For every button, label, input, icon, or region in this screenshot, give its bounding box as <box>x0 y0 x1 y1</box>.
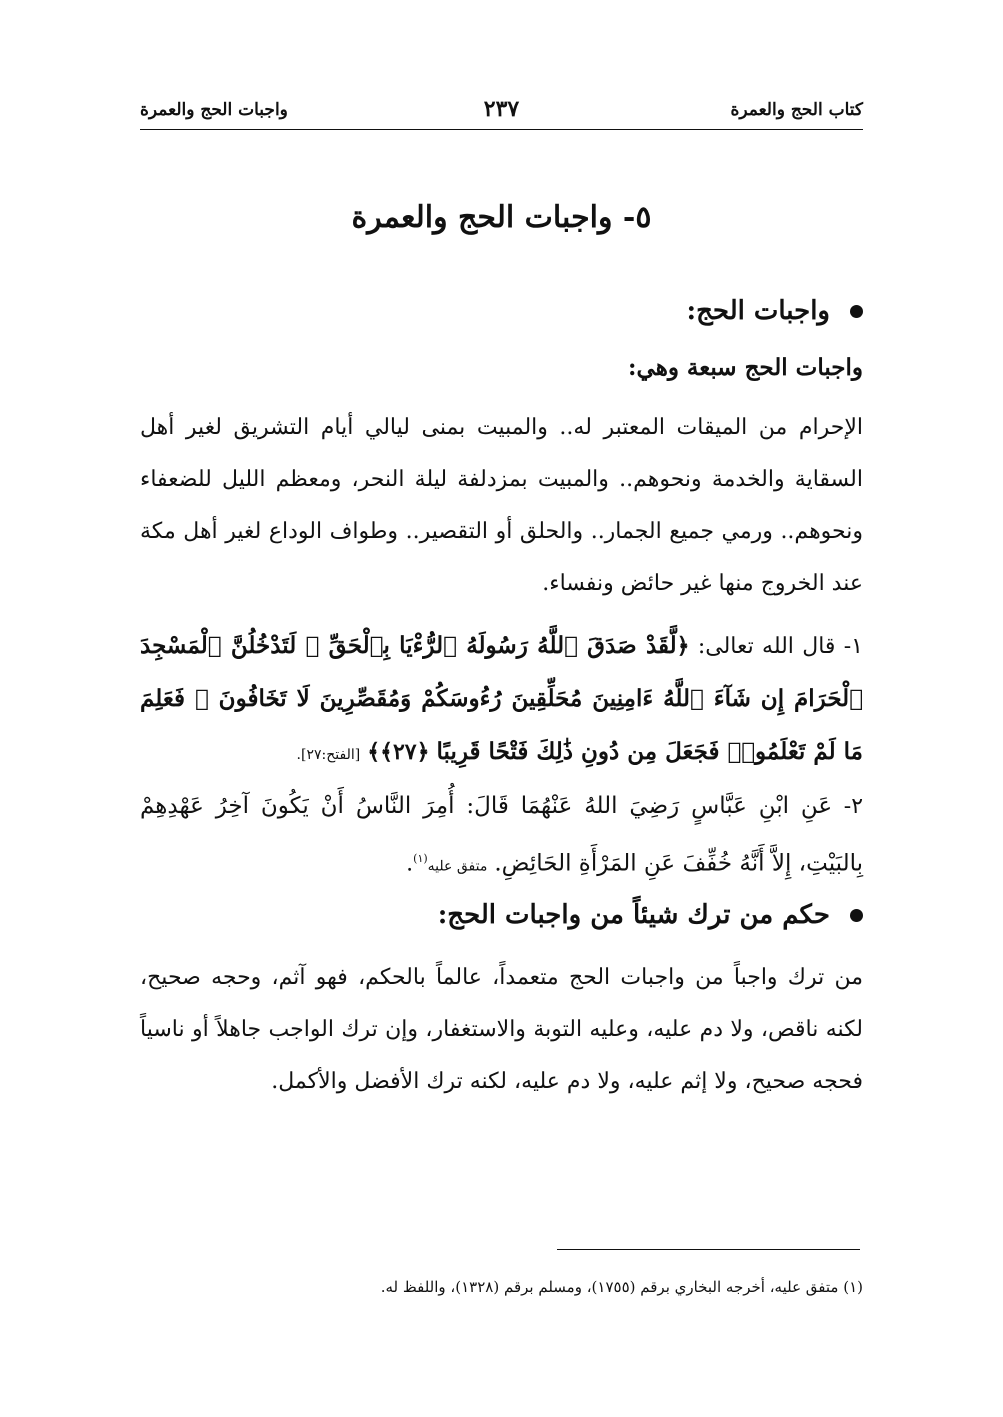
footnote: (١) متفق عليه، أخرجه البخاري برقم (١٧٥٥)، ومسلم برقم (١٣٢٨)، واللفظ له. <box>380 1278 863 1296</box>
section-heading-text: واجبات الحج: <box>686 296 830 326</box>
ruling-paragraph: من ترك واجباً من واجبات الحج متعمداً، عالماً بالحكم، فهو آثم، وحجه صحيح، لكنه ناقص، ولا دم عليه، وعليه التوبة والاستغفار، وإن ترك الواجب جاهلاً أو ناسياً فحجه صحيح، ولا إثم عليه، ولا دم عليه، لكنه ترك الأفضل والأكمل. <box>140 965 863 1094</box>
section-heading-text: حكم من ترك شيئاً من واجبات الحج: <box>437 900 830 930</box>
hadith-reference: متفق عليه <box>427 858 488 875</box>
hadith-text: عَنِ ابْنِ عَبَّاسٍ رَضِيَ اللهُ عَنْهُمَا قَالَ: أُمِرَ النَّاسُ أَنْ يَكُونَ آخِرُ عَهْدِهِمْ بِالبَيْتِ، إِلاَّ أَنَّهُ خُفِّفَ عَنِ المَرْأَةِ الحَائِضِ. <box>140 793 863 877</box>
bullet-icon <box>850 909 863 922</box>
footnote-marker: (١) <box>413 852 428 865</box>
page-number: ٢٣٧ <box>483 96 520 122</box>
list-item-hadith <box>140 780 863 892</box>
header-divider <box>140 129 863 130</box>
verse-reference: [الفتح:٢٧]. <box>296 747 361 763</box>
ornate-bracket-close: ﴾ <box>367 739 381 765</box>
list-item-quran-verse <box>140 620 863 781</box>
footnote-divider <box>557 1249 860 1250</box>
chapter-title: ٥- واجبات الحج والعمرة <box>351 200 652 235</box>
running-header <box>140 96 863 130</box>
section-heading-obligations <box>687 296 863 326</box>
ornate-bracket-open: ﴿ <box>676 633 690 659</box>
item-number: ٢- <box>843 794 864 819</box>
hadith-end: . <box>406 851 414 877</box>
bullet-icon <box>850 305 863 318</box>
subheading-seven-obligations: واجبات الحج سبعة وهي: <box>628 354 863 381</box>
header-chapter-title: واجبات الحج والعمرة <box>140 100 288 120</box>
item-intro: قال الله تعالى: <box>697 634 836 659</box>
header-book-title: كتاب الحج والعمرة <box>730 100 863 120</box>
obligations-paragraph: الإحرام من الميقات المعتبر له.. والمبيت بمنى ليالي أيام التشريق لغير أهل السقاية والخدمة ونحوهم.. والمبيت بمزدلفة ليلة النحر، ومعظم الليل للضعفاء ونحوهم.. ورمي جميع الجمار.. والحلق أو التقصير.. وطواف الوداع لغير أهل مكة عند الخروج منها غير حائض ونفساء. <box>140 415 863 596</box>
ayah-number-mark: ﴿٢٧﴾ <box>380 739 430 765</box>
section-heading-ruling <box>438 900 863 930</box>
quran-verse: لَّقَدْ صَدَقَ ٱللَّهُ رَسُولَهُ ٱلرُّءْيَا بِٱلْحَقِّ ۖ لَتَدْخُلُنَّ ٱلْمَسْجِدَ ٱلْحَرَامَ إِن شَآءَ ٱللَّهُ ءَامِنِينَ مُحَلِّقِينَ رُءُوسَكُمْ وَمُقَصِّرِينَ لَا تَخَافُونَ ۖ فَعَلِمَ مَا لَمْ تَعْلَمُوا۟ فَجَعَلَ مِن دُونِ ذَٰلِكَ فَتْحًا قَرِيبًا <box>140 632 863 765</box>
item-number: ١- <box>843 634 863 659</box>
